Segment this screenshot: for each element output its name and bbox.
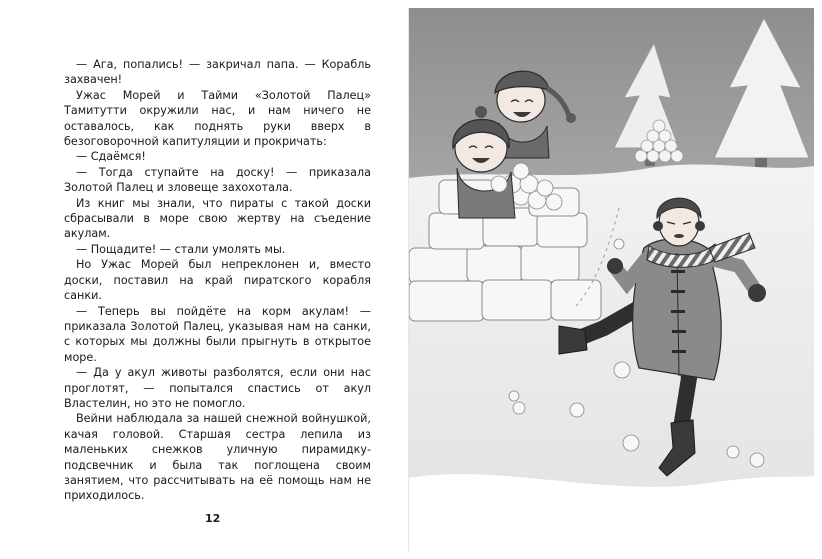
paragraph: — Тогда ступайте на доску! — приказала Золотой Палец и зловеще захохотала. [64, 165, 371, 195]
paragraph: — Пощадите! — стали умолять мы. [76, 242, 286, 256]
right-page-illustration [409, 8, 814, 551]
paragraph: Но Ужас Морей был непреклонен и, вместо доски, поставил на край пиратского корабля санки. [64, 258, 371, 303]
left-page [0, 0, 410, 559]
paragraph: — Сдаёмся! [76, 150, 146, 164]
story-text [64, 57, 371, 504]
paragraph: — Теперь вы пойдёте на корм акулам! — приказала Золотой Палец, указывая нам на санки, с которых мы должны были прыгнуть в открытое море. [64, 304, 371, 364]
foreground-snow [409, 474, 814, 551]
page-number: 12 [205, 512, 221, 525]
paragraph: Вейни наблюдала за нашей снежной войнушкой, качая головой. Старшая сестра лепила из маленьких снежков уличную пирамидку-подсвечник и была так поглощена своим занятием, что рассчитывать на её помощь нам не приходилось. [64, 412, 371, 503]
paragraph: — Ага, попались! — закричал папа. — Корабль захвачен! [64, 58, 371, 87]
paragraph: — Да у акул животы разболятся, если они нас проглотят, — попытался спастись от акул Властелин, но это не помогло. [64, 366, 371, 410]
snow-fight-illustration [409, 8, 814, 551]
paragraph: Из книг мы знали, что пираты с такой доски сбрасывали в море свою жертву на съедение акулам. [64, 196, 371, 241]
paragraph: Ужас Морей и Тайми «Золотой Палец» Тамитутти окружили нас, и нам ничего не оставалось, как поднять руки вверх в безоговорочной капитуляции и прокричать: [64, 88, 371, 149]
